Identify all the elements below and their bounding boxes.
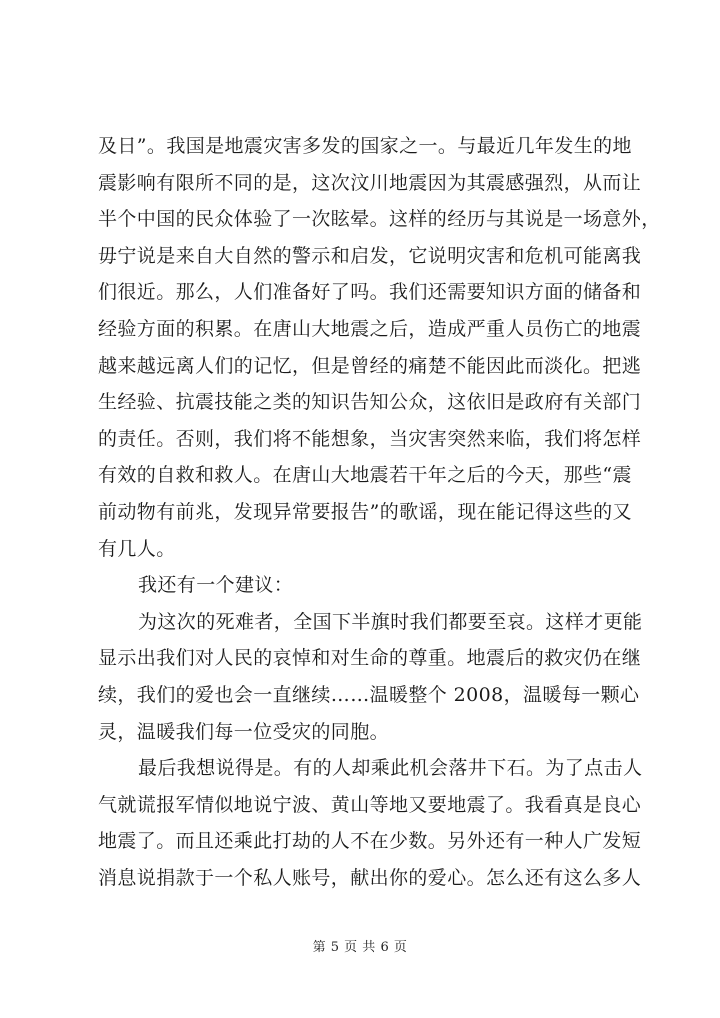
text-line: 的责任。否则，我们将不能想象，当灾害突然来临，我们将怎样: [98, 427, 642, 450]
text-line: 显示出我们对人民的哀悼和对生命的尊重。地震后的救灾仍在继: [98, 647, 642, 670]
paragraph-start-line: 最后我想说得是。有的人却乘此机会落井下石。为了点击人: [138, 757, 643, 780]
text-line: 生经验、抗震技能之类的知识告知公众，这依旧是政府有关部门: [98, 391, 642, 414]
text-line: 毋宁说是来自大自然的警示和启发，它说明灾害和危机可能离我: [98, 244, 642, 267]
text-line: 震影响有限所不同的是，这次汶川地震因为其震感强烈，从而让: [98, 171, 642, 194]
text-line: 前动物有前兆，发现异常要报告”的歌谣，现在能记得这些的又: [98, 500, 632, 523]
text-line: 地震了。而且还乘此打劫的人不在少数。另外还有一种人广发短: [98, 830, 642, 853]
paragraph-start-line: 我还有一个建议：: [138, 574, 294, 597]
text-line: 消息说捐款于一个私人账号，献出你的爱心。怎么还有这么多人: [98, 866, 642, 889]
text-line: 有几人。: [98, 537, 176, 560]
text-line: 有效的自救和救人。在唐山大地震若干年之后的今天，那些“震: [98, 464, 632, 487]
text-line: 们很近。那么，人们准备好了吗。我们还需要知识方面的储备和: [98, 281, 642, 304]
text-line: 续，我们的爱也会一直继续……温暖整个 2008，温暖每一颗心: [98, 683, 640, 706]
text-line: 经验方面的积累。在唐山大地震之后，造成严重人员伤亡的地震: [98, 317, 642, 340]
page-number-footer: 第 5 页 共 6 页: [312, 940, 408, 955]
text-line: 越来越远离人们的记忆，但是曾经的痛楚不能因此而淡化。把逃: [98, 354, 642, 377]
text-line: 半个中国的民众体验了一次眩晕。这样的经历与其说是一场意外，: [98, 208, 661, 231]
text-line: 灵，温暖我们每一位受灾的同胞。: [98, 720, 390, 743]
paragraph-start-line: 为这次的死难者，全国下半旗时我们都要至哀。这样才更能: [138, 610, 643, 633]
text-line: 及日”。我国是地震灾害多发的国家之一。与最近几年发生的地: [98, 135, 632, 157]
text-line: 气就谎报军情似地说宁波、黄山等地又要地震了。我看真是良心: [98, 793, 642, 816]
body-text: [98, 128, 661, 896]
